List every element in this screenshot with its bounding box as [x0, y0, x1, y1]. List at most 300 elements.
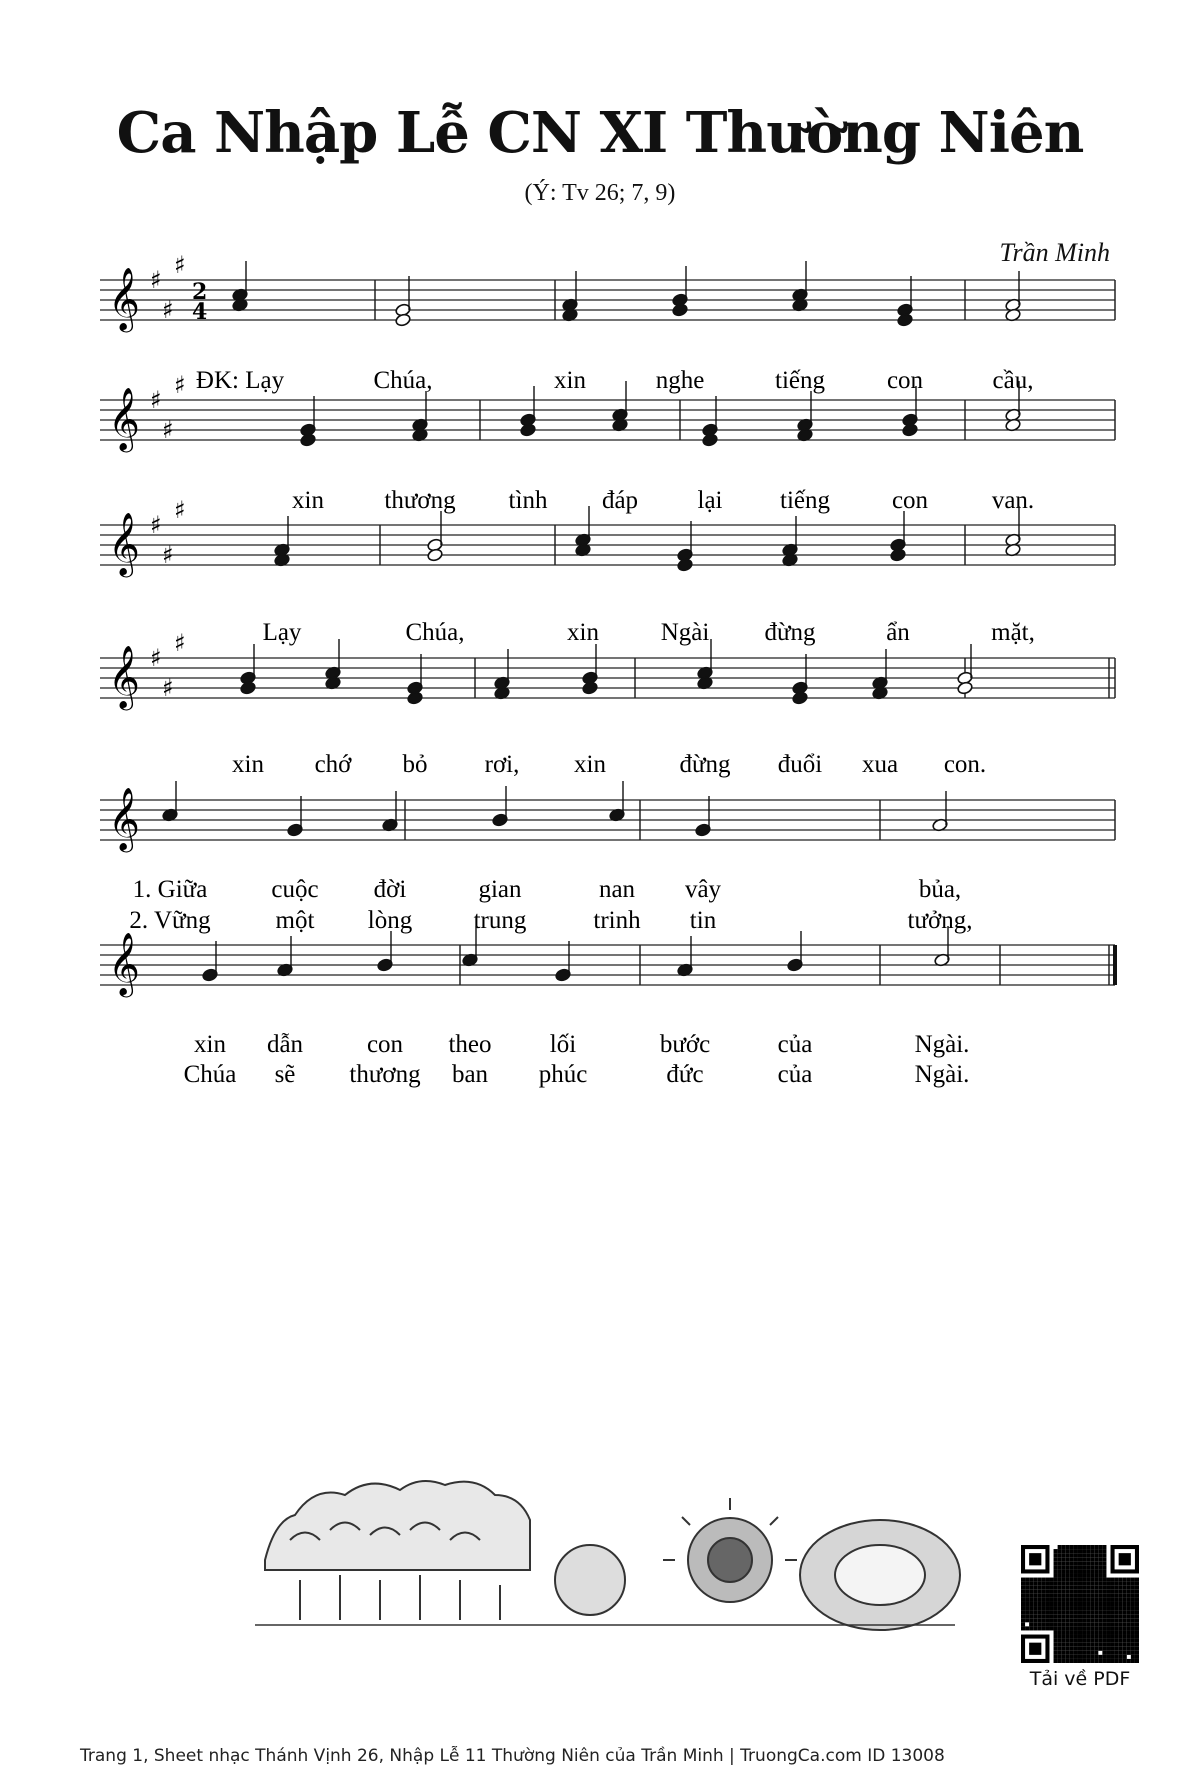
- qr-module: [1054, 1565, 1058, 1569]
- qr-module: [1123, 1610, 1127, 1614]
- qr-module: [1090, 1635, 1094, 1639]
- lyric-syllable: phúc: [538, 1061, 588, 1088]
- qr-module: [1106, 1630, 1110, 1634]
- qr-module: [1127, 1582, 1131, 1586]
- qr-module: [1078, 1614, 1082, 1618]
- qr-module: [1131, 1635, 1135, 1639]
- qr-module: [1131, 1639, 1135, 1643]
- qr-module: [1025, 1618, 1029, 1622]
- qr-module: [1037, 1586, 1041, 1590]
- qr-module: [1119, 1618, 1123, 1622]
- qr-module: [1033, 1610, 1037, 1614]
- qr-module: [1074, 1553, 1078, 1557]
- qr-module: [1082, 1614, 1086, 1618]
- lyric-syllable: Ngài.: [914, 1031, 970, 1058]
- qr-module: [1127, 1610, 1131, 1614]
- qr-module: [1054, 1614, 1058, 1618]
- qr-module: [1119, 1643, 1123, 1647]
- qr-module: [1066, 1618, 1070, 1622]
- qr-module: [1054, 1569, 1058, 1573]
- qr-module: [1041, 1618, 1045, 1622]
- qr-module: [1131, 1582, 1135, 1586]
- qr-module: [1058, 1606, 1062, 1610]
- qr-module: [1074, 1594, 1078, 1598]
- qr-module: [1115, 1614, 1119, 1618]
- qr-module: [1098, 1549, 1102, 1553]
- qr-module: [1082, 1594, 1086, 1598]
- lyric-syllable: con: [366, 1031, 404, 1058]
- qr-module: [1090, 1590, 1094, 1594]
- qr-module: [1106, 1651, 1110, 1655]
- qr-module: [1041, 1610, 1045, 1614]
- qr-module: [1082, 1586, 1086, 1590]
- qr-module: [1070, 1598, 1074, 1602]
- qr-module: [1066, 1606, 1070, 1610]
- lyric-syllable: xin: [292, 487, 324, 514]
- qr-module: [1135, 1647, 1139, 1651]
- qr-module: [1082, 1659, 1086, 1663]
- qr-module: [1062, 1606, 1066, 1610]
- qr-module: [1066, 1602, 1070, 1606]
- qr-module: [1111, 1602, 1115, 1606]
- qr-module: [1111, 1618, 1115, 1622]
- qr-module: [1058, 1586, 1062, 1590]
- qr-module: [1086, 1549, 1090, 1553]
- lyric-syllable: ban: [451, 1061, 489, 1088]
- qr-module: [1058, 1545, 1062, 1549]
- page-footer: Trang 1, Sheet nhạc Thánh Vịnh 26, Nhập Lễ 11 Thường Niên của Trần Minh | TruongCa.com ID 13008: [80, 1746, 945, 1766]
- qr-module: [1086, 1630, 1090, 1634]
- lyric-syllable: đức: [666, 1061, 704, 1088]
- qr-module: [1078, 1643, 1082, 1647]
- lyric-syllable: rơi,: [484, 751, 520, 778]
- qr-module: [1074, 1602, 1078, 1606]
- qr-module: [1090, 1647, 1094, 1651]
- lyric-syllable: dẫn: [266, 1031, 304, 1058]
- qr-module: [1045, 1586, 1049, 1590]
- qr-module: [1119, 1651, 1123, 1655]
- qr-module: [1062, 1569, 1066, 1573]
- qr-module: [1094, 1565, 1098, 1569]
- qr-module: [1074, 1614, 1078, 1618]
- qr-module: [1062, 1622, 1066, 1626]
- qr-module: [1090, 1618, 1094, 1622]
- qr-module: [1094, 1643, 1098, 1647]
- qr-module: [1119, 1606, 1123, 1610]
- qr-module: [1102, 1545, 1106, 1549]
- qr-module: [1131, 1622, 1135, 1626]
- qr-module: [1098, 1602, 1102, 1606]
- qr-module: [1098, 1598, 1102, 1602]
- qr-module: [1070, 1549, 1074, 1553]
- qr-module: [1074, 1586, 1078, 1590]
- qr-module: [1070, 1643, 1074, 1647]
- qr-module: [1062, 1651, 1066, 1655]
- qr-module: [1066, 1626, 1070, 1630]
- download-pdf-link[interactable]: Tải về PDF: [1029, 1668, 1131, 1690]
- qr-module: [1094, 1618, 1098, 1622]
- qr-module: [1086, 1639, 1090, 1643]
- treble-clef-icon: 𝄞: [108, 645, 140, 708]
- qr-module: [1135, 1598, 1139, 1602]
- qr-module: [1058, 1598, 1062, 1602]
- qr-module: [1127, 1618, 1131, 1622]
- qr-module: [1090, 1553, 1094, 1557]
- qr-module: [1102, 1569, 1106, 1573]
- qr-module: [1062, 1545, 1066, 1549]
- qr-module: [1054, 1610, 1058, 1614]
- qr-module: [1025, 1602, 1029, 1606]
- qr-module: [1049, 1622, 1053, 1626]
- qr-module: [1102, 1549, 1106, 1553]
- lyric-syllable: con: [891, 487, 929, 514]
- qr-module: [1054, 1602, 1058, 1606]
- qr-module: [1074, 1557, 1078, 1561]
- qr-module: [1111, 1578, 1115, 1582]
- qr-module: [1045, 1626, 1049, 1630]
- qr-module: [1102, 1598, 1106, 1602]
- qr-module: [1054, 1586, 1058, 1590]
- qr-module: [1041, 1614, 1045, 1618]
- qr-module: [1086, 1655, 1090, 1659]
- qr-module: [1119, 1586, 1123, 1590]
- qr-module: [1078, 1590, 1082, 1594]
- treble-clef-icon: 𝄞: [108, 932, 140, 995]
- qr-module: [1119, 1647, 1123, 1651]
- qr-module: [1127, 1602, 1131, 1606]
- qr-module: [1070, 1618, 1074, 1622]
- qr-module: [1029, 1590, 1033, 1594]
- qr-module: [1094, 1639, 1098, 1643]
- qr-module: [1062, 1590, 1066, 1594]
- qr-module: [1062, 1630, 1066, 1634]
- qr-module: [1135, 1635, 1139, 1639]
- qr-module: [1127, 1639, 1131, 1643]
- qr-module: [1062, 1614, 1066, 1618]
- qr-module: [1049, 1598, 1053, 1602]
- qr-module: [1135, 1586, 1139, 1590]
- qr-module: [1098, 1578, 1102, 1582]
- qr-module: [1094, 1606, 1098, 1610]
- qr-module: [1070, 1639, 1074, 1643]
- qr-module: [1106, 1578, 1110, 1582]
- qr-module: [1106, 1655, 1110, 1659]
- lyric-syllable: Chúa,: [373, 367, 433, 394]
- time-signature-top: 2: [192, 279, 208, 305]
- qr-module: [1119, 1582, 1123, 1586]
- lyric-syllable: thương: [349, 1061, 421, 1088]
- qr-module: [1115, 1582, 1119, 1586]
- qr-module: [1058, 1655, 1062, 1659]
- qr-module: [1045, 1578, 1049, 1582]
- qr-module: [1115, 1643, 1119, 1647]
- qr-module: [1021, 1610, 1025, 1614]
- qr-module: [1062, 1561, 1066, 1565]
- qr-module: [1062, 1647, 1066, 1651]
- qr-module: [1086, 1594, 1090, 1598]
- qr-module: [1082, 1610, 1086, 1614]
- qr-module: [1111, 1651, 1115, 1655]
- qr-module: [1058, 1622, 1062, 1626]
- qr-module: [1082, 1598, 1086, 1602]
- qr-module: [1045, 1598, 1049, 1602]
- qr-module: [1123, 1586, 1127, 1590]
- qr-module: [1119, 1578, 1123, 1582]
- qr-module: [1082, 1618, 1086, 1622]
- lyric-syllable: lối: [549, 1031, 577, 1058]
- qr-module: [1074, 1545, 1078, 1549]
- qr-module: [1029, 1606, 1033, 1610]
- qr-module: [1102, 1639, 1106, 1643]
- qr-module: [1029, 1622, 1033, 1626]
- lyric-syllable: lòng: [367, 907, 413, 934]
- qr-module: [1123, 1578, 1127, 1582]
- qr-module: [1111, 1614, 1115, 1618]
- qr-module: [1119, 1626, 1123, 1630]
- qr-module: [1025, 1578, 1029, 1582]
- lyric-syllable: ẩn: [886, 619, 910, 646]
- qr-module: [1098, 1614, 1102, 1618]
- lyric-syllable: trinh: [593, 907, 641, 934]
- qr-module: [1086, 1602, 1090, 1606]
- qr-module: [1094, 1659, 1098, 1663]
- qr-module: [1078, 1549, 1082, 1553]
- qr-module: [1070, 1561, 1074, 1565]
- qr-module: [1082, 1549, 1086, 1553]
- qr-module: [1098, 1582, 1102, 1586]
- qr-module: [1082, 1553, 1086, 1557]
- qr-module: [1025, 1610, 1029, 1614]
- qr-module: [1090, 1569, 1094, 1573]
- qr-module: [1078, 1569, 1082, 1573]
- qr-module: [1119, 1598, 1123, 1602]
- qr-module: [1115, 1622, 1119, 1626]
- qr-module: [1082, 1606, 1086, 1610]
- qr-module: [1123, 1590, 1127, 1594]
- qr-module: [1070, 1586, 1074, 1590]
- qr-module: [1090, 1565, 1094, 1569]
- qr-module: [1123, 1594, 1127, 1598]
- qr-module: [1082, 1569, 1086, 1573]
- treble-clef-icon: 𝄞: [108, 267, 140, 330]
- qr-module: [1086, 1610, 1090, 1614]
- lyric-syllable: mặt,: [991, 619, 1035, 646]
- qr-module: [1054, 1582, 1058, 1586]
- qr-module: [1123, 1630, 1127, 1634]
- qr-module: [1135, 1618, 1139, 1622]
- qr-module: [1054, 1557, 1058, 1561]
- qr-module: [1111, 1630, 1115, 1634]
- lyric-syllable: tiếng: [775, 367, 825, 394]
- qr-module: [1135, 1582, 1139, 1586]
- qr-module: [1135, 1602, 1139, 1606]
- qr-module: [1086, 1647, 1090, 1651]
- qr-module: [1086, 1643, 1090, 1647]
- qr-module: [1045, 1610, 1049, 1614]
- qr-module: [1037, 1582, 1041, 1586]
- qr-module: [1090, 1549, 1094, 1553]
- qr-module: [1094, 1553, 1098, 1557]
- qr-module: [1078, 1582, 1082, 1586]
- qr-module: [1058, 1635, 1062, 1639]
- qr-module: [1094, 1590, 1098, 1594]
- qr-module: [1086, 1618, 1090, 1622]
- qr-module: [1131, 1610, 1135, 1614]
- lyric-syllable: chớ: [314, 751, 352, 778]
- qr-module: [1098, 1647, 1102, 1651]
- qr-module: [1127, 1622, 1131, 1626]
- qr-module: [1098, 1618, 1102, 1622]
- qr-module: [1135, 1590, 1139, 1594]
- qr-module: [1131, 1659, 1135, 1663]
- qr-module: [1082, 1565, 1086, 1569]
- qr-module: [1021, 1626, 1025, 1630]
- qr-module: [1037, 1594, 1041, 1598]
- qr-module: [1029, 1578, 1033, 1582]
- qr-module: [1033, 1582, 1037, 1586]
- treble-clef-icon: 𝄞: [108, 387, 140, 450]
- qr-module: [1102, 1602, 1106, 1606]
- qr-module: [1066, 1545, 1070, 1549]
- qr-module: [1111, 1590, 1115, 1594]
- qr-module: [1054, 1578, 1058, 1582]
- qr-module: [1041, 1578, 1045, 1582]
- qr-module: [1074, 1639, 1078, 1643]
- qr-module: [1070, 1578, 1074, 1582]
- qr-module: [1070, 1614, 1074, 1618]
- qr-module: [1074, 1569, 1078, 1573]
- song-title: Ca Nhập Lễ CN XI Thường Niên: [116, 100, 1084, 166]
- qr-module: [1058, 1573, 1062, 1577]
- qr-module: [1123, 1635, 1127, 1639]
- qr-module: [1102, 1655, 1106, 1659]
- qr-module: [1082, 1590, 1086, 1594]
- qr-module: [1062, 1635, 1066, 1639]
- lyric-syllable: sẽ: [274, 1061, 296, 1088]
- qr-module: [1135, 1610, 1139, 1614]
- qr-module: [1037, 1614, 1041, 1618]
- qr-module: [1090, 1643, 1094, 1647]
- qr-module: [1037, 1618, 1041, 1622]
- qr-module: [1119, 1655, 1123, 1659]
- sharp-icon: ♯: [174, 371, 186, 399]
- sharp-icon: ♯: [150, 386, 162, 414]
- qr-module: [1135, 1630, 1139, 1634]
- qr-module: [1115, 1606, 1119, 1610]
- qr-module: [1115, 1578, 1119, 1582]
- qr-module: [1086, 1586, 1090, 1590]
- qr-module: [1062, 1557, 1066, 1561]
- qr-module: [1123, 1602, 1127, 1606]
- qr-module: [1066, 1647, 1070, 1651]
- qr-module: [1054, 1590, 1058, 1594]
- qr-module: [1127, 1630, 1131, 1634]
- qr-module: [1049, 1594, 1053, 1598]
- qr-module: [1078, 1602, 1082, 1606]
- qr-module: [1045, 1606, 1049, 1610]
- qr-module: [1127, 1651, 1131, 1655]
- qr-module: [1102, 1622, 1106, 1626]
- sharp-icon: ♯: [162, 541, 174, 569]
- qr-module: [1078, 1561, 1082, 1565]
- qr-module: [1078, 1647, 1082, 1651]
- qr-module: [1045, 1582, 1049, 1586]
- qr-module: [1115, 1651, 1119, 1655]
- qr-module: [1127, 1590, 1131, 1594]
- qr-module: [1106, 1610, 1110, 1614]
- qr-module: [1070, 1626, 1074, 1630]
- lyric-syllable: bước: [659, 1031, 711, 1058]
- qr-module: [1094, 1582, 1098, 1586]
- qr-module: [1049, 1606, 1053, 1610]
- qr-module: [1058, 1659, 1062, 1663]
- qr-module: [1025, 1586, 1029, 1590]
- qr-module: [1098, 1655, 1102, 1659]
- qr-module: [1062, 1586, 1066, 1590]
- qr-module: [1074, 1565, 1078, 1569]
- qr-module: [1074, 1622, 1078, 1626]
- qr-module: [1111, 1610, 1115, 1614]
- qr-module: [1127, 1643, 1131, 1647]
- qr-module: [1098, 1626, 1102, 1630]
- qr-module: [1123, 1626, 1127, 1630]
- qr-module: [1131, 1647, 1135, 1651]
- lyric-syllable: đừng: [679, 751, 731, 778]
- qr-module: [1074, 1549, 1078, 1553]
- qr-module: [1078, 1545, 1082, 1549]
- qr-module: [1045, 1602, 1049, 1606]
- qr-module: [1086, 1557, 1090, 1561]
- qr-module: [1025, 1606, 1029, 1610]
- lyric-syllable: một: [275, 907, 315, 934]
- qr-module: [1094, 1614, 1098, 1618]
- qr-module: [1054, 1635, 1058, 1639]
- qr-module: [1062, 1610, 1066, 1614]
- qr-module: [1037, 1602, 1041, 1606]
- qr-module: [1082, 1643, 1086, 1647]
- qr-module: [1090, 1639, 1094, 1643]
- qr-module: [1070, 1655, 1074, 1659]
- qr-module: [1131, 1643, 1135, 1647]
- qr-module: [1090, 1622, 1094, 1626]
- lyric-syllable: tưởng,: [907, 907, 973, 934]
- lyric-syllable: Ngài: [660, 619, 710, 646]
- qr-module: [1102, 1618, 1106, 1622]
- qr-module: [1119, 1622, 1123, 1626]
- qr-module: [1025, 1614, 1029, 1618]
- qr-module: [1070, 1647, 1074, 1651]
- qr-module: [1078, 1573, 1082, 1577]
- qr-finder: [1029, 1553, 1041, 1565]
- qr-module: [1131, 1655, 1135, 1659]
- qr-module: [1111, 1659, 1115, 1663]
- qr-module: [1021, 1594, 1025, 1598]
- qr-module: [1131, 1594, 1135, 1598]
- qr-module: [1131, 1630, 1135, 1634]
- qr-module: [1070, 1557, 1074, 1561]
- qr-module: [1082, 1651, 1086, 1655]
- qr-module: [1041, 1606, 1045, 1610]
- qr-code[interactable]: [1021, 1545, 1139, 1663]
- qr-module: [1058, 1590, 1062, 1594]
- lyric-syllable: Chúa,: [405, 619, 465, 646]
- qr-module: [1070, 1606, 1074, 1610]
- qr-module: [1127, 1598, 1131, 1602]
- qr-module: [1066, 1610, 1070, 1614]
- qr-module: [1074, 1635, 1078, 1639]
- qr-module: [1127, 1586, 1131, 1590]
- qr-module: [1094, 1569, 1098, 1573]
